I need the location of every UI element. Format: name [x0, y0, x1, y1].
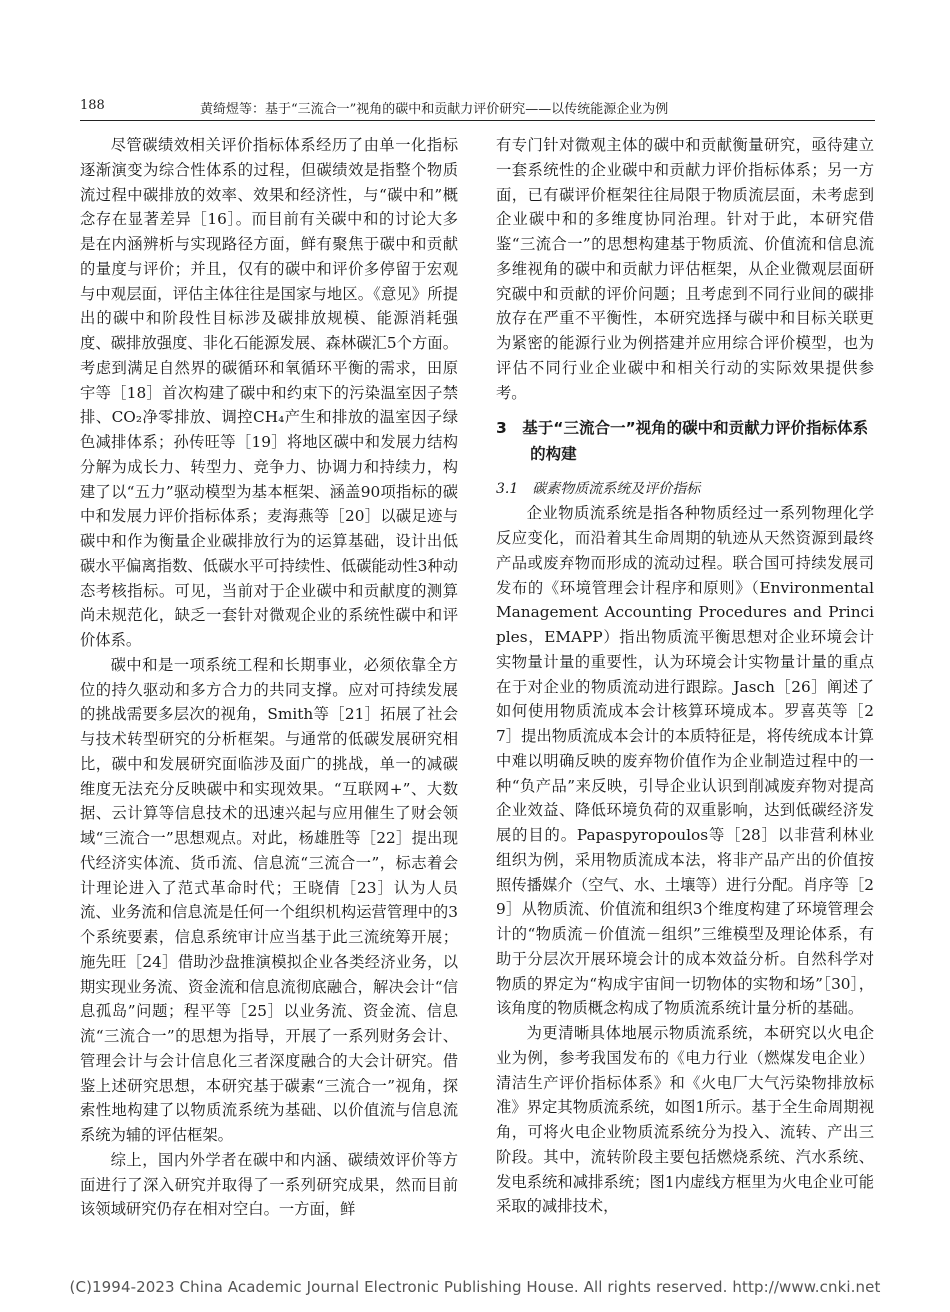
running-header — [80, 96, 875, 121]
body-paragraph: 尽管碳绩效相关评价指标体系经历了由单一化指标逐渐演变为综合性体系的过程，但碳绩效是指整个物质流过程中碳排放的效率、效果和经济性，与“碳中和”概念存在显著差异［16］。而目前有关碳中和的讨论大多是在内涵辨析与实现路径方面，鲜有聚焦于碳中和贡献的量度与评价；并且，仅有的碳中和评价多停留于宏观与中观层面，评估主体往往是国家与地区。《意见》所提出的碳中和阶段性目标涉及碳排放规模、能源消耗强度、碳排放强度、非化石能源发展、森林碳汇5个方面。考虑到满足自然界的碳循环和氧循环平衡的需求，田原宇等［18］首次构建了碳中和约束下的污染温室因子禁排、CO₂净零排放、调控CH₄产生和排放的温室因子绿色减排体系；孙传旺等［19］将地区碳中和发展力结构分解为成长力、转型力、竞争力、协调力和持续力，构建了以“五力”驱动模型为基本框架、涵盖90项指标的碳中和发展力评价指标体系；麦海燕等［20］以碳足迹与碳中和作为衡量企业碳排放行为的运算基础，设计出低碳水平偏离指数、低碳水平可持续性、低碳能动性3种动态考核指标。可见，当前对于企业碳中和贡献度的测算尚未规范化，缺乏一套针对微观企业的系统性碳中和评价体系。 — [80, 136, 458, 649]
running-title: 黄绮煜等：基于“三流合一”视角的碳中和贡献力评价研究——以传统能源企业为例 — [200, 102, 669, 117]
continued-paragraph: 有专门针对微观主体的碳中和贡献衡量研究，亟待建立一套系统性的企业碳中和贡献力评价指标体系；另一方面，已有碳评价框架往往局限于物质流层面，未考虑到企业碳中和的多维度协同治理。针对于此，本研究借鉴“三流合一”的思想构建基于物质流、价值流和信息流多维视角的碳中和贡献力评估框架，从企业微观层面研究碳中和贡献的评价问题；且考虑到不同行业间的碳排放存在严重不平衡性，本研究选择与碳中和目标关联更为紧密的能源行业为例搭建并应用综合评价模型，也为评估不同行业企业碳中和相关行动的实际效果提供参考。 — [496, 136, 874, 402]
copyright-footer: (C)1994-2023 China Academic Journal Electronic Publishing House. All rights reserved. http://www.cnki.net — [69, 1278, 881, 1296]
body-paragraph: 企业物质流系统是指各种物质经过一系列物理化学反应变化，而沿着其生命周期的轨迹从天然资源到最终产品或废弃物而形成的流动过程。联合国可持续发展司发布的《环境管理会计程序和原则》（Environmental Management Accounting Procedures and Principles，EMAPP）指出物质流平衡思想对企业环境会计实物量计量的重要性，认为环境会计实物量计量的重点在于对企业的物质流动进行跟踪。Jasch［26］阐述了如何使用物质流成本会计核算环境成本。罗喜英等［27］提出物质流成本会计的本质特征是，将传统成本计算中难以明确反映的废弃物价值作为企业制造过程中的一种“负产品”来反映，引导企业认识到削减废弃物对提高企业效益、降低环境负荷的双重影响，达到低碳经济发展的目的。Papaspyropoulos等［28］以非营利林业组织为例，采用物质流成本法，将非产品产出的价值按照传播媒介（空气、水、土壤等）进行分配。肖序等［29］从物质流、价值流和组织3个维度构建了环境管理会计的“物质流－价值流－组织”三维模型及理论体系，有助于分层次开展环境会计的成本效益分析。自然科学对物质的界定为“构成宇宙间一切物体的实物和场”［30］，该角度的物质概念构成了物质流系统计量分析的基础。 — [496, 504, 874, 1018]
body-paragraph: 综上，国内外学者在碳中和内涵、碳绩效评价等方面进行了深入研究并取得了一系列研究成果，然而目前该领域研究仍存在相对空白。一方面，鲜 — [80, 1150, 458, 1219]
left-column — [80, 133, 458, 1222]
section-heading: 3 基于“三流合一”视角的碳中和贡献力评价指标体系的构建 — [496, 419, 869, 464]
body-paragraph: 碳中和是一项系统工程和长期事业，必须依靠全方位的持久驱动和多方合力的共同支撑。应对可持续发展的挑战需要多层次的视角，Smith等［21］拓展了社会与技术转型研究的分析框架。与通常的低碳发展研究相比，碳中和发展研究面临涉及面广的挑战，单一的减碳维度无法充分反映碳中和实现效果。“互联网+”、大数据、云计算等信息技术的迅速兴起与应用催生了财会领域“三流合一”思想观点。对此，杨雄胜等［22］提出现代经济实体流、货币流、信息流“三流合一”，标志着会计理论进入了范式革命时代；王晓倩［23］认为人员流、业务流和信息流是任何一个组织机构运营管理中的3个系统要素，信息系统审计应当基于此三流统筹开展；施先旺［24］借助沙盘推演模拟企业各类经济业务，以期实现业务流、资金流和信息流彻底融合，解决会计“信息孤岛”问题；程平等［25］以业务流、资金流、信息流“三流合一”的思想为指导，开展了一系列财务会计、管理会计与会计信息化三者深度融合的大会计研究。借鉴上述研究思想，本研究基于碳素“三流合一”视角，探索性地构建了以物质流系统为基础、以价值流与信息流系统为辅的评估框架。 — [80, 655, 458, 1144]
body-paragraph: 为更清晰具体地展示物质流系统，本研究以火电企业为例，参考我国发布的《电力行业（燃煤发电企业）清洁生产评价指标体系》和《火电厂大气污染物排放标准》界定其物质流系统，如图1所示。基于全生命周期视角，可将火电企业物质流系统分为投入、流转、产出三阶段。其中，流转阶段主要包括燃烧系统、汽水系统、发电系统和减排系统；图1内虚线方框里为火电企业可能采取的减排技术， — [496, 1024, 874, 1216]
right-column — [496, 133, 874, 1219]
subsection-heading: 3.1 碳素物质流系统及评价指标 — [496, 481, 701, 498]
page-number: 188 — [80, 98, 105, 113]
